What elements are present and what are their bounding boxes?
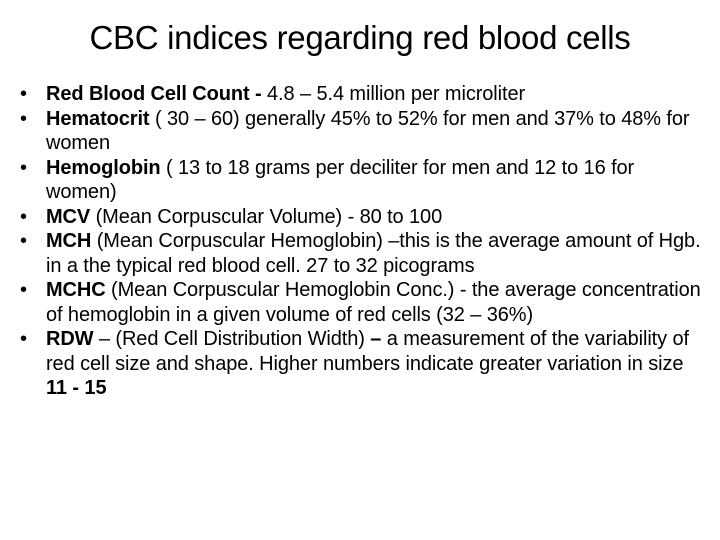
bullet-mch: [20, 229, 710, 278]
bullet-text: (Mean Corpuscular Volume) - 80 to 100: [90, 205, 443, 228]
bullet-icon: •: [20, 230, 27, 252]
bullet-icon: •: [20, 83, 27, 105]
bullet-text: (Mean Corpuscular Hemoglobin Conc.) - the average concentration of hemoglobin in a given volume of red cells (32 – 36%): [46, 279, 701, 326]
bullet-term: MCH: [46, 230, 92, 252]
bullet-text-continued: a measurement of the variability of red cell size and shape. Higher numbers indicate greater variation in size: [46, 328, 706, 375]
bullet-term: RDW: [46, 328, 94, 350]
bullet-icon: •: [20, 156, 27, 179]
bullet-mchc: [20, 278, 710, 327]
bullet-list: [20, 82, 710, 401]
bullet-text: (Mean Corpuscular Hemoglobin) –this is the average amount of Hgb. in a the typical red blood cell. 27 to 32 picograms: [46, 230, 701, 277]
bullet-term: MCHC: [46, 279, 106, 301]
bullet-term: Hemoglobin: [46, 156, 161, 179]
bullet-bold-dash: –: [370, 328, 382, 350]
bullet-icon: •: [20, 205, 27, 228]
bullet-term: Red Blood Cell Count -: [46, 83, 262, 105]
bullet-text: 4.8 – 5.4 million per microliter: [261, 83, 526, 105]
bullet-icon: •: [20, 328, 27, 350]
bullet-icon: •: [20, 279, 27, 301]
bullet-term: MCV: [46, 205, 91, 228]
bullet-rdw: [20, 327, 710, 401]
bullet-term: Hematocrit: [46, 107, 150, 130]
bullet-mcv: [20, 205, 710, 230]
bullet-text: ( 13 to 18 grams per deciliter for men and 12 to 16 for women): [46, 156, 635, 203]
bullet-text: – (Red Cell Distribution Width): [93, 328, 371, 350]
bullet-text: ( 30 – 60) generally 45% to 52% for men and 37% to 48% for women: [46, 107, 690, 154]
slide-title: CBC indices regarding red blood cells: [89, 19, 631, 56]
bullet-hematocrit: [20, 107, 710, 156]
bullet-hemoglobin: [20, 156, 710, 205]
bullet-rbc-count: [20, 82, 710, 107]
bullet-icon: •: [20, 107, 27, 130]
bullet-bold-range: 11 - 15: [46, 377, 107, 399]
